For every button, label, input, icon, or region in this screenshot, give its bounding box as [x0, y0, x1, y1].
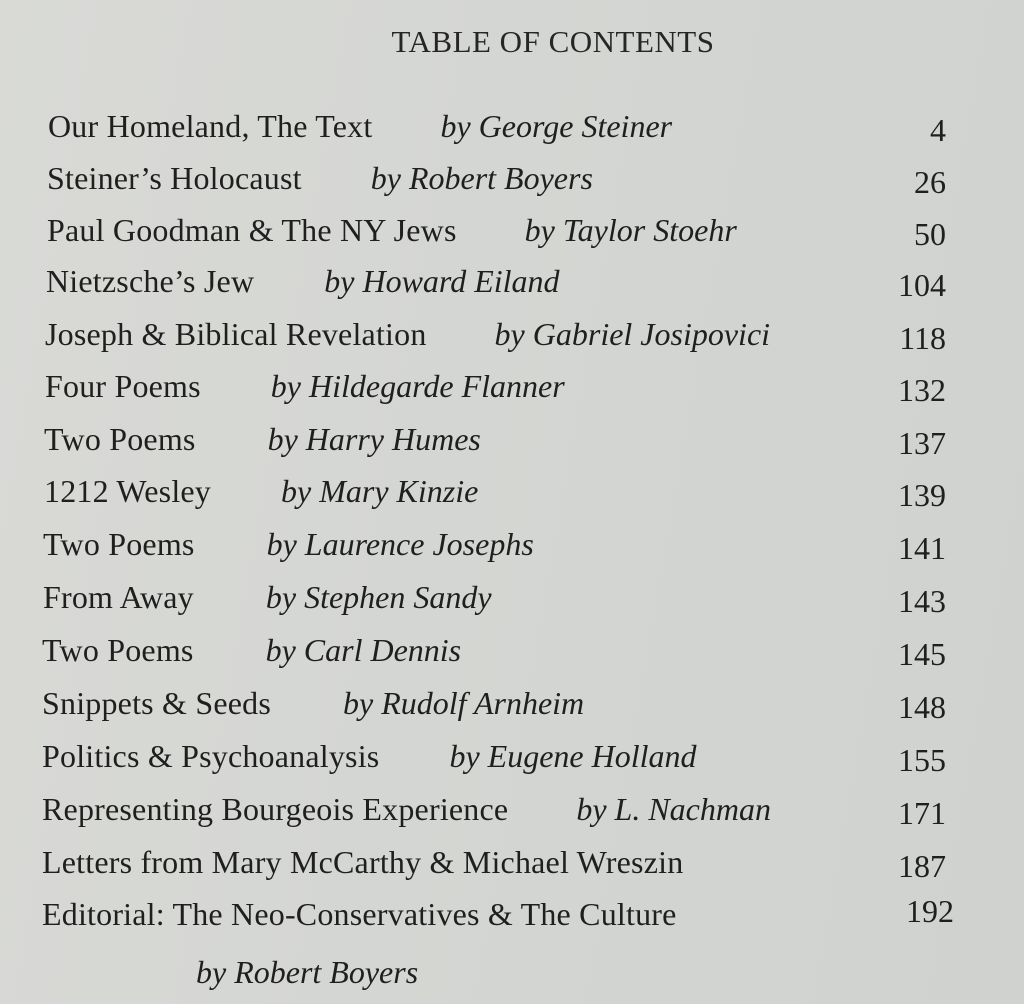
entry-title: Nietzsche’s Jew: [46, 263, 255, 299]
entry-title: Two Poems: [44, 421, 196, 457]
entry-page-number: 139: [898, 477, 946, 513]
entry-page-number: 143: [898, 583, 946, 619]
entry-page-number: 4: [930, 112, 946, 148]
entry-author: by Stephen Sandy: [265, 579, 492, 615]
entry-title: Letters from Mary McCarthy & Michael Wreszin: [42, 844, 684, 880]
entry-title: Two Poems: [43, 526, 195, 562]
toc-entry: [42, 738, 697, 774]
entry-title: Snippets & Seeds: [42, 685, 271, 721]
entry-author: by George Steiner: [440, 108, 673, 144]
entry-title: Our Homeland, The Text: [48, 108, 373, 144]
toc-entry: [44, 473, 478, 509]
entry-page-number: 141: [898, 530, 946, 566]
entry-page-number: 132: [898, 372, 946, 408]
entry-title: Editorial: The Neo-Conservatives & The Culture: [42, 896, 677, 932]
toc-entry: [46, 263, 560, 299]
entry-page-number: 171: [898, 795, 946, 831]
entry-author: by Mary Kinzie: [281, 473, 479, 509]
toc-entry: [42, 896, 677, 932]
entry-title: From Away: [43, 579, 194, 615]
entry-author: by Robert Boyers: [370, 160, 593, 196]
entry-title: Politics & Psychoanalysis: [42, 738, 380, 774]
entry-title: Four Poems: [45, 368, 201, 404]
entry-author: by Harry Humes: [267, 421, 481, 457]
toc-entry: [42, 632, 461, 668]
entry-title: Joseph & Biblical Revelation: [45, 316, 427, 352]
toc-entry: [43, 526, 534, 562]
entry-page-number: 118: [899, 320, 946, 356]
entry-page-number: 192: [906, 893, 954, 929]
entry-page-number: 104: [898, 267, 946, 303]
entry-page-number: 148: [898, 689, 946, 725]
entry-author: by Gabriel Josipovici: [494, 316, 771, 352]
entry-page-number: 26: [914, 164, 946, 200]
entry-title: Two Poems: [42, 632, 194, 668]
entry-author: by L. Nachman: [576, 791, 771, 827]
entry-author: by Eugene Holland: [449, 738, 697, 774]
entry-page-number: 50: [914, 216, 946, 252]
entry-author: by Rudolf Arnheim: [342, 685, 585, 721]
toc-entry: [43, 579, 492, 615]
entry-title: Representing Bourgeois Experience: [42, 791, 509, 827]
entry-author: by Taylor Stoehr: [524, 212, 737, 248]
toc-entry: [47, 160, 593, 196]
page-title: TABLE OF CONTENTS: [391, 24, 715, 59]
entry-title: Steiner’s Holocaust: [47, 160, 302, 196]
toc-entry: [42, 844, 683, 880]
toc-entry: [48, 108, 672, 144]
entry-author: by Laurence Josephs: [266, 526, 534, 562]
entry-page-number: 145: [898, 636, 946, 672]
toc-entry: [45, 316, 770, 352]
entry-author: by Carl Dennis: [265, 632, 462, 668]
toc-entry: [42, 791, 771, 827]
toc-entry: [42, 685, 584, 721]
entry-author: by Howard Eiland: [324, 263, 560, 299]
entry-title: Paul Goodman & The NY Jews: [47, 212, 457, 248]
entry-page-number: 155: [898, 742, 946, 778]
toc-entry: [47, 212, 737, 248]
entry-title: 1212 Wesley: [44, 473, 212, 509]
entry-author: by Hildegarde Flanner: [270, 368, 565, 404]
entry-page-number: 187: [898, 848, 946, 884]
toc-entry: [44, 421, 481, 457]
toc-entry: [45, 368, 565, 404]
entry-author: by Robert Boyers: [196, 954, 419, 990]
entry-page-number: 137: [898, 425, 946, 461]
